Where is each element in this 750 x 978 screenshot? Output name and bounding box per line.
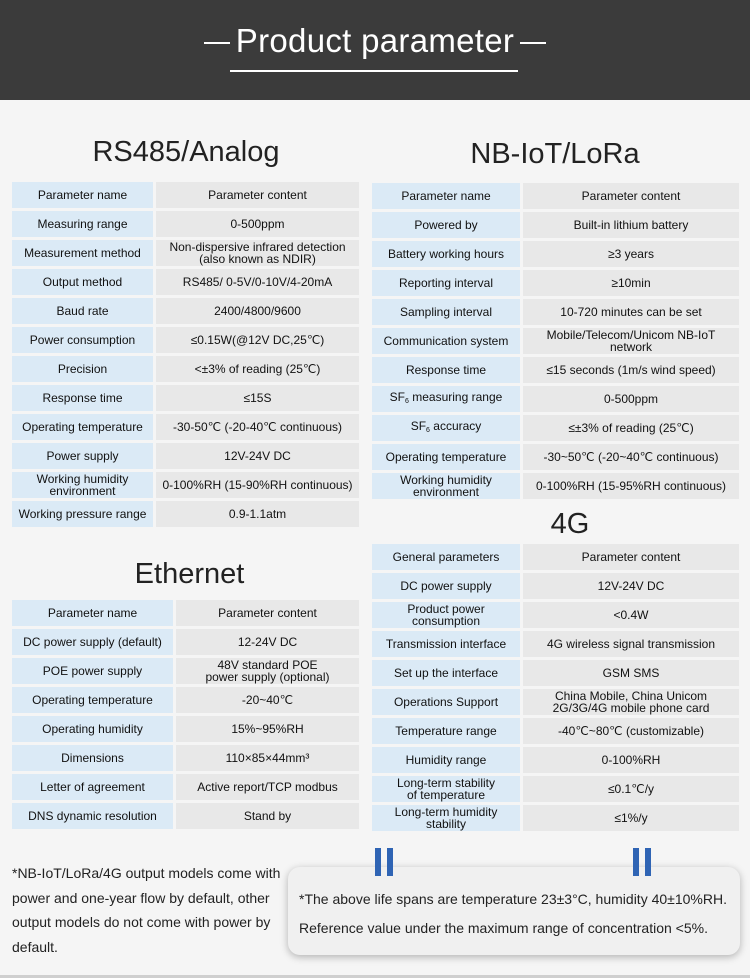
table-row xyxy=(12,414,359,440)
parameter-value-cell: Parameter content xyxy=(523,183,739,209)
parameter-name-cell: Parameter name xyxy=(372,183,520,209)
parameter-value-cell: 12-24V DC xyxy=(176,629,359,655)
pause-mark-icon xyxy=(373,848,395,876)
parameter-name-cell: Operations Support xyxy=(372,689,520,715)
parameter-name-cell: Baud rate xyxy=(12,298,153,324)
parameter-value-cell: -40℃~80℃ (customizable) xyxy=(523,718,739,744)
table-header-row xyxy=(12,182,359,208)
table-row xyxy=(12,658,359,684)
parameter-value-cell: 48V standard POE power supply (optional) xyxy=(176,658,359,684)
parameter-name-cell: Long-term humidity stability xyxy=(372,805,520,831)
parameter-value-cell: 12V-24V DC xyxy=(156,443,359,469)
parameter-value-cell: ≤1%/y xyxy=(523,805,739,831)
table-row xyxy=(12,745,359,771)
parameter-name-cell: Working pressure range xyxy=(12,501,153,527)
table-row xyxy=(372,241,739,267)
table-header-row xyxy=(12,600,359,626)
parameter-value-cell: Built-in lithium battery xyxy=(523,212,739,238)
parameter-name-cell: Parameter name xyxy=(12,182,153,208)
parameter-name-cell: Working humidity environment xyxy=(12,472,153,498)
parameter-value-cell: GSM SMS xyxy=(523,660,739,686)
table-header-row xyxy=(372,544,739,570)
parameter-value-cell: -30~50℃ (-20~40℃ continuous) xyxy=(523,444,739,470)
table-row xyxy=(372,444,739,470)
parameter-value-cell: -20~40℃ xyxy=(176,687,359,713)
table-row xyxy=(372,660,739,686)
parameter-value-cell: 12V-24V DC xyxy=(523,573,739,599)
table-row xyxy=(372,631,739,657)
table-row xyxy=(12,298,359,324)
parameter-value-cell: Active report/TCP modbus xyxy=(176,774,359,800)
note-line-2: Reference value under the maximum range of concentration <5%. xyxy=(299,920,708,936)
table-row xyxy=(12,443,359,469)
table-row xyxy=(372,689,739,715)
parameter-name-cell: General parameters xyxy=(372,544,520,570)
parameter-value-cell: ≤15S xyxy=(156,385,359,411)
parameter-value-cell: 2400/4800/9600 xyxy=(156,298,359,324)
parameter-name-cell: Reporting interval xyxy=(372,270,520,296)
parameter-name-cell: $SF_6$ accuracy xyxy=(372,415,520,441)
parameter-name-cell: $SF_6$ measuring range xyxy=(372,386,520,412)
parameter-value-cell: 4G wireless signal transmission xyxy=(523,631,739,657)
parameter-value-cell: Parameter content xyxy=(176,600,359,626)
table-row xyxy=(372,386,739,412)
table-row xyxy=(12,716,359,742)
table-row xyxy=(372,602,739,628)
parameter-value-cell: ≤15 seconds (1m/s wind speed) xyxy=(523,357,739,383)
pause-mark-icon xyxy=(631,848,653,876)
parameter-value-cell: 0-500ppm xyxy=(156,211,359,237)
title-underline xyxy=(230,70,518,72)
table-rs485 xyxy=(9,179,362,530)
parameter-name-cell: Letter of agreement xyxy=(12,774,173,800)
parameter-value-cell: 10-720 minutes can be set xyxy=(523,299,739,325)
table-row xyxy=(372,718,739,744)
parameter-value-cell: 110×85×44mm³ xyxy=(176,745,359,771)
section-title-ethernet: Ethernet xyxy=(134,558,245,590)
table-row xyxy=(372,415,739,441)
note-box xyxy=(288,867,740,955)
table-header-row xyxy=(372,183,739,209)
parameter-value-cell: <±3% of reading (25℃) xyxy=(156,356,359,382)
table-row xyxy=(12,803,359,829)
parameter-name-cell: Sampling interval xyxy=(372,299,520,325)
parameter-value-cell: Non-dispersive infrared detection (also known as NDIR) xyxy=(156,240,359,266)
section-title-4g: 4G xyxy=(550,508,590,540)
page-title-text: Product parameter xyxy=(235,22,515,59)
parameter-value-cell: 0.9-1.1atm xyxy=(156,501,359,527)
section-title-rs485: RS485/Analog xyxy=(92,136,280,168)
parameter-value-cell: 0-100%RH (15-90%RH continuous) xyxy=(156,472,359,498)
parameter-value-cell: 0-500ppm xyxy=(523,386,739,412)
parameter-name-cell: Humidity range xyxy=(372,747,520,773)
parameter-name-cell: Powered by xyxy=(372,212,520,238)
parameter-name-cell: Long-term stability of temperature xyxy=(372,776,520,802)
table-row xyxy=(372,473,739,499)
table-row xyxy=(372,805,739,831)
table-row xyxy=(12,240,359,266)
parameter-name-cell: Operating humidity xyxy=(12,716,173,742)
parameter-value-cell: Parameter content xyxy=(156,182,359,208)
page-title xyxy=(0,22,750,60)
parameter-value-cell: 15%~95%RH xyxy=(176,716,359,742)
parameter-value-cell: ≥10min xyxy=(523,270,739,296)
table-row xyxy=(372,212,739,238)
table-nbiot xyxy=(369,180,742,502)
parameter-name-cell: Communication system xyxy=(372,328,520,354)
parameter-name-cell: Transmission interface xyxy=(372,631,520,657)
table-row xyxy=(12,211,359,237)
parameter-name-cell: Power consumption xyxy=(12,327,153,353)
parameter-name-cell: POE power supply xyxy=(12,658,173,684)
parameter-name-cell: Response time xyxy=(12,385,153,411)
table-ethernet xyxy=(9,597,362,832)
table-row xyxy=(372,776,739,802)
parameter-value-cell: Mobile/Telecom/Unicom NB-IoT network xyxy=(523,328,739,354)
parameter-value-cell: ≤0.15W(@12V DC,25℃) xyxy=(156,327,359,353)
parameter-value-cell: RS485/ 0-5V/0-10V/4-20mA xyxy=(156,269,359,295)
parameter-name-cell: Parameter name xyxy=(12,600,173,626)
parameter-name-cell: DC power supply (default) xyxy=(12,629,173,655)
table-row xyxy=(12,774,359,800)
parameter-value-cell: ≤±3% of reading (25℃) xyxy=(523,415,739,441)
parameter-name-cell: Set up the interface xyxy=(372,660,520,686)
parameter-value-cell: Parameter content xyxy=(523,544,739,570)
parameter-value-cell: ≤0.1℃/y xyxy=(523,776,739,802)
title-dash-right xyxy=(520,42,546,44)
parameter-value-cell: Stand by xyxy=(176,803,359,829)
table-row xyxy=(12,629,359,655)
table-row xyxy=(12,501,359,527)
table-row xyxy=(12,327,359,353)
table-row xyxy=(372,299,739,325)
parameter-name-cell: Response time xyxy=(372,357,520,383)
table-row xyxy=(372,328,739,354)
table-row xyxy=(12,356,359,382)
subscript: 6 xyxy=(426,426,430,434)
parameter-name-cell: Dimensions xyxy=(12,745,173,771)
parameter-name-cell: Operating temperature xyxy=(372,444,520,470)
parameter-name-cell: Working humidity environment xyxy=(372,473,520,499)
parameter-name-cell: Battery working hours xyxy=(372,241,520,267)
table-row xyxy=(372,357,739,383)
parameter-name-cell: Operating temperature xyxy=(12,687,173,713)
subscript: 6 xyxy=(405,397,409,405)
parameter-name-cell: Power supply xyxy=(12,443,153,469)
section-title-nbiot: NB-IoT/LoRa xyxy=(470,138,640,170)
parameter-value-cell: -30-50℃ (-20-40℃ continuous) xyxy=(156,414,359,440)
header-banner xyxy=(0,0,750,100)
parameter-value-cell: <0.4W xyxy=(523,602,739,628)
parameter-name-cell: Temperature range xyxy=(372,718,520,744)
parameter-name-cell: Operating temperature xyxy=(12,414,153,440)
table-row xyxy=(12,269,359,295)
table-row xyxy=(12,687,359,713)
table-row xyxy=(372,747,739,773)
parameter-name-cell: Measurement method xyxy=(12,240,153,266)
parameter-value-cell: ≥3 years xyxy=(523,241,739,267)
parameter-name-cell: DNS dynamic resolution xyxy=(12,803,173,829)
parameter-name-cell: Output method xyxy=(12,269,153,295)
parameter-value-cell: China Mobile, China Unicom 2G/3G/4G mobile phone card xyxy=(523,689,739,715)
table-4g xyxy=(369,541,742,834)
parameter-name-cell: Product power consumption xyxy=(372,602,520,628)
parameter-value-cell: 0-100%RH (15-95%RH continuous) xyxy=(523,473,739,499)
parameter-name-cell: Precision xyxy=(12,356,153,382)
table-row xyxy=(372,270,739,296)
table-row xyxy=(12,472,359,498)
table-row xyxy=(12,385,359,411)
table-row xyxy=(372,573,739,599)
parameter-value-cell: 0-100%RH xyxy=(523,747,739,773)
footnote-text: *NB-IoT/LoRa/4G output models come with power and one-year flow by default, other output models do not come with power by default. xyxy=(12,865,281,955)
parameter-name-cell: DC power supply xyxy=(372,573,520,599)
note-line-1: *The above life spans are temperature 23±3°C, humidity 40±10%RH. xyxy=(299,891,727,907)
title-dash-left xyxy=(204,42,230,44)
parameter-name-cell: Measuring range xyxy=(12,211,153,237)
